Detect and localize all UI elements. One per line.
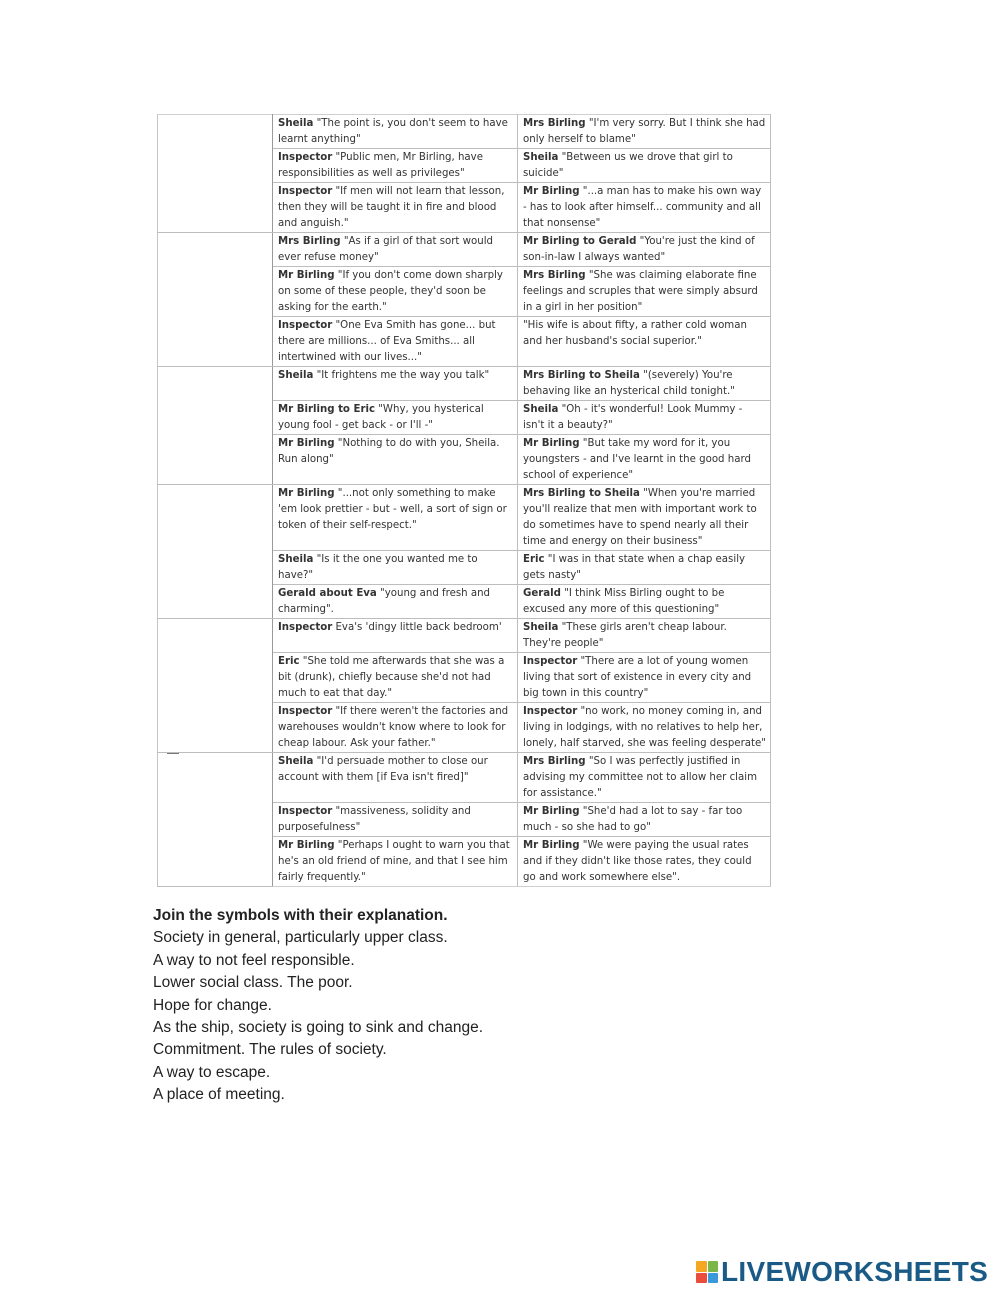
explanation-item[interactable]: As the ship, society is going to sink and change. (153, 1019, 484, 1037)
quote-left-cell (273, 435, 518, 485)
quote-text: "His wife is about fifty, a rather cold woman and her husband's social superior." (523, 320, 747, 347)
quote-text: "I think Miss Birling ought to be excused any more of this questioning" (523, 588, 725, 615)
quote-text: "massiveness, solidity and purposefulness" (278, 806, 471, 833)
speaker-name: Inspector (278, 706, 333, 717)
speaker-name: Mr Birling (523, 806, 580, 817)
speaker-name: Inspector (278, 622, 333, 633)
speaker-name: Mr Birling (278, 438, 335, 449)
logo-tile (708, 1273, 719, 1284)
quote-right-cell (518, 753, 771, 803)
quote-right-cell (518, 233, 771, 267)
quote-row (158, 367, 771, 401)
quote-text: "So I was perfectly justified in advising my committee not to allow her claim for assistance." (523, 756, 758, 799)
quotes-table (157, 114, 771, 887)
quote-text: "She'd had a lot to say - far too much - so she had to go" (523, 806, 743, 833)
speaker-name: Mr Birling (523, 840, 580, 851)
quote-row (158, 485, 771, 551)
logo-tile (708, 1261, 719, 1272)
quote-text: "You're just the kind of son-in-law I always wanted" (523, 236, 755, 263)
explanation-item[interactable]: A place of meeting. (153, 1086, 285, 1104)
quote-right-cell (518, 401, 771, 435)
quote-left-cell (273, 115, 518, 149)
quote-text: "Why, you hysterical young fool - get back - or I'll -" (278, 404, 484, 431)
quote-row (158, 619, 771, 653)
quote-right-cell (518, 837, 771, 887)
quote-left-cell (273, 753, 518, 803)
quote-text: "As if a girl of that sort would ever refuse money" (278, 236, 493, 263)
quote-text: "If you don't come down sharply on some of these people, they'd soon be asking for the earth." (278, 270, 503, 313)
quote-text: "If there weren't the factories and warehouses wouldn't know where to look for cheap labour. Ask your father." (278, 706, 509, 749)
quote-text: Eva's 'dingy little back bedroom' (332, 622, 502, 633)
speaker-name: Inspector (278, 806, 333, 817)
quote-right-cell (518, 183, 771, 233)
speaker-name: Eric (278, 656, 300, 667)
quote-right-cell (518, 619, 771, 653)
explanation-item[interactable]: A way to escape. (153, 1063, 271, 1081)
speaker-name: Sheila (523, 404, 559, 415)
quote-text: "Perhaps I ought to warn you that he's an old friend of mine, and that I see him fairly frequently." (278, 840, 510, 883)
speaker-name: Mrs Birling (523, 270, 586, 281)
speaker-name: Mr Birling to Eric (278, 404, 375, 415)
quote-right-cell (518, 585, 771, 619)
quote-right-cell (518, 485, 771, 551)
quote-text: "These girls aren't cheap labour. They're people" (523, 622, 727, 649)
quote-left-cell (273, 551, 518, 585)
quote-text: "One Eva Smith has gone... but there are millions... of Eva Smiths... all intertwined with our lives..." (278, 320, 496, 363)
quote-right-cell (518, 115, 771, 149)
quote-right-cell (518, 149, 771, 183)
quote-left-cell (273, 585, 518, 619)
dash-mark (167, 753, 179, 754)
speaker-name: Mrs Birling to Sheila (523, 488, 640, 499)
speaker-name: Mr Birling to Gerald (523, 236, 637, 247)
quote-left-cell (273, 317, 518, 367)
speaker-name: Mr Birling (278, 270, 335, 281)
quote-right-cell (518, 803, 771, 837)
quote-text: "young and fresh and charming". (278, 588, 491, 615)
quote-right-cell (518, 551, 771, 585)
speaker-name: Mrs Birling (523, 756, 586, 767)
explanation-item[interactable]: Hope for change. (153, 996, 272, 1014)
quote-left-cell (273, 367, 518, 401)
speaker-name: Mr Birling (523, 186, 580, 197)
quote-left-cell (273, 837, 518, 887)
quote-row (158, 753, 771, 803)
logo-tile (696, 1273, 707, 1284)
symbol-cell[interactable] (158, 233, 273, 367)
speaker-name: Sheila (278, 118, 314, 129)
quote-text: "(severely) You're behaving like an hysterical child tonight." (523, 370, 735, 397)
quote-row (158, 115, 771, 149)
quote-left-cell (273, 619, 518, 653)
quote-text: "Oh - it's wonderful! Look Mummy - isn't it a beauty?" (523, 404, 743, 431)
symbol-cell[interactable] (158, 485, 273, 619)
explanation-item[interactable]: Commitment. The rules of society. (153, 1041, 387, 1059)
speaker-name: Mr Birling (278, 840, 335, 851)
speaker-name: Inspector (523, 706, 578, 717)
quote-text: "The point is, you don't seem to have learnt anything" (278, 118, 508, 145)
speaker-name: Sheila (523, 152, 559, 163)
quote-text: "But take my word for it, you youngsters - and I've learnt in the good hard school of experience" (523, 438, 751, 481)
speaker-name: Sheila (523, 622, 559, 633)
quote-text: "no work, no money coming in, and living in lodgings, with no relatives to help her, lonely, half starved, she was feeling desperate" (523, 706, 766, 749)
symbol-cell[interactable] (158, 115, 273, 233)
speaker-name: Inspector (278, 152, 333, 163)
quote-left-cell (273, 803, 518, 837)
quote-left-cell (273, 149, 518, 183)
quote-text: "When you're married you'll realize that men with important work to do sometimes have to spend nearly all their time and energy on their business" (523, 488, 757, 547)
speaker-name: Inspector (278, 320, 333, 331)
speaker-name: Sheila (278, 370, 314, 381)
speaker-name: Inspector (523, 656, 578, 667)
speaker-name: Sheila (278, 756, 314, 767)
explanation-item[interactable]: Society in general, particularly upper class. (153, 929, 448, 947)
quote-text: "It frightens me the way you talk" (313, 370, 490, 381)
quote-left-cell (273, 401, 518, 435)
quote-right-cell (518, 317, 771, 367)
quote-text: "Between us we drove that girl to suicide" (523, 152, 733, 179)
quote-right-cell (518, 267, 771, 317)
quote-text: "I'd persuade mother to close our account with them [if Eva isn't fired]" (278, 756, 488, 783)
quote-text: "Is it the one you wanted me to have?" (278, 554, 478, 581)
quote-left-cell (273, 267, 518, 317)
quote-text: "Nothing to do with you, Sheila. Run along" (278, 438, 500, 465)
matching-list (153, 927, 753, 1106)
speaker-name: Eric (523, 554, 545, 565)
speaker-name: Mrs Birling (278, 236, 341, 247)
quote-right-cell (518, 367, 771, 401)
quote-text: "She told me afterwards that she was a bit (drunk), chiefly because she'd not had much to eat that day." (278, 656, 505, 699)
quote-left-cell (273, 233, 518, 267)
quote-right-cell (518, 653, 771, 703)
speaker-name: Gerald about Eva (278, 588, 377, 599)
quote-left-cell (273, 183, 518, 233)
liveworksheets-logo[interactable] (696, 1256, 988, 1288)
explanation-item[interactable]: A way to not feel responsible. (153, 951, 355, 969)
quote-text: "...not only something to make 'em look prettier - but - well, a sort of sign or token of their self-respect." (278, 488, 507, 531)
quote-right-cell (518, 435, 771, 485)
quote-text: "I was in that state when a chap easily gets nasty" (523, 554, 746, 581)
quote-text: "We were paying the usual rates and if they didn't like those rates, they could go and work somewhere else". (523, 840, 752, 883)
logo-text: LIVEWORKSHEETS (721, 1256, 989, 1287)
quote-left-cell (273, 653, 518, 703)
matching-section (153, 905, 753, 1107)
speaker-name: Inspector (278, 186, 333, 197)
quote-text: "If men will not learn that lesson, then they will be taught it in fire and blood and anguish." (278, 186, 505, 229)
speaker-name: Mr Birling (278, 488, 335, 499)
quotes-table-body (158, 115, 771, 887)
explanation-item[interactable]: Lower social class. The poor. (153, 974, 353, 992)
speaker-name: Gerald (523, 588, 561, 599)
quote-text: "She was claiming elaborate fine feelings and scruples that were simply absurd in a girl in her position" (523, 270, 758, 313)
quote-text: "...a man has to make his own way - has to look after himself... community and all that nonsense" (523, 186, 762, 229)
symbol-cell[interactable] (158, 619, 273, 753)
speaker-name: Mrs Birling (523, 118, 586, 129)
quote-text: "I'm very sorry. But I think she had only herself to blame" (523, 118, 766, 145)
quote-text: "There are a lot of young women living that sort of existence in every city and big town in this country" (523, 656, 752, 699)
logo-tile (696, 1261, 707, 1272)
quote-text: "Public men, Mr Birling, have responsibilities as well as privileges" (278, 152, 483, 179)
matching-heading: Join the symbols with their explanation. (153, 907, 448, 924)
symbol-cell[interactable] (158, 753, 273, 887)
speaker-name: Mr Birling (523, 438, 580, 449)
speaker-name: Sheila (278, 554, 314, 565)
quote-row (158, 233, 771, 267)
symbol-cell[interactable] (158, 367, 273, 485)
quote-left-cell (273, 703, 518, 753)
quote-right-cell (518, 703, 771, 753)
speaker-name: Mrs Birling to Sheila (523, 370, 640, 381)
quote-left-cell (273, 485, 518, 551)
liveworksheets-logo-icon (696, 1261, 718, 1283)
